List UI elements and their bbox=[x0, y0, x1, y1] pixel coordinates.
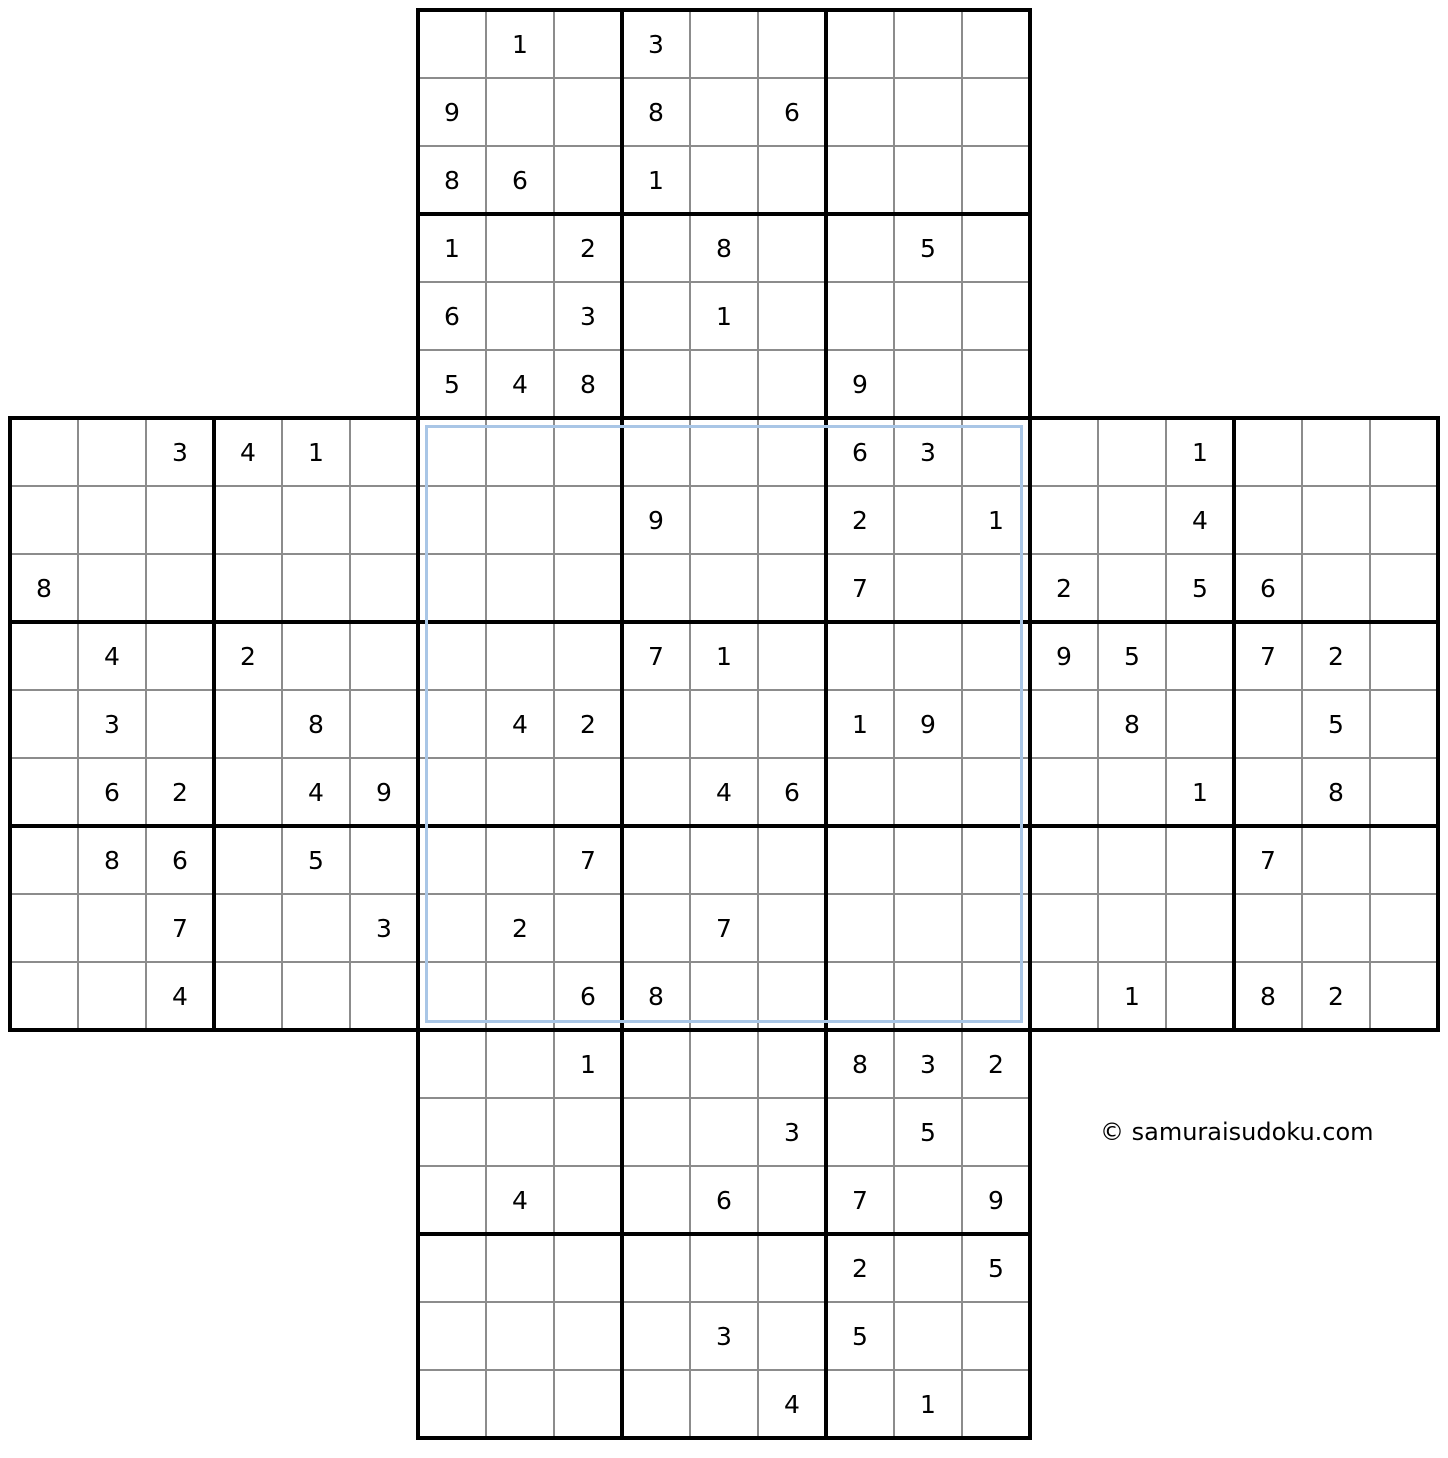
sudoku-cell[interactable] bbox=[10, 962, 78, 1030]
sudoku-cell[interactable] bbox=[10, 418, 78, 486]
sudoku-cell[interactable] bbox=[758, 10, 826, 78]
sudoku-cell[interactable] bbox=[146, 622, 214, 690]
sudoku-cell[interactable]: 1 bbox=[1098, 962, 1166, 1030]
sudoku-cell[interactable]: 5 bbox=[894, 1098, 962, 1166]
sudoku-cell[interactable]: 1 bbox=[962, 486, 1030, 554]
sudoku-cell[interactable] bbox=[350, 418, 418, 486]
sudoku-cell[interactable] bbox=[10, 622, 78, 690]
sudoku-cell[interactable] bbox=[554, 758, 622, 826]
sudoku-cell[interactable] bbox=[758, 894, 826, 962]
sudoku-cell[interactable]: 3 bbox=[350, 894, 418, 962]
sudoku-cell[interactable]: 3 bbox=[146, 418, 214, 486]
sudoku-cell[interactable] bbox=[894, 622, 962, 690]
sudoku-cell[interactable] bbox=[1302, 894, 1370, 962]
sudoku-cell[interactable] bbox=[486, 1098, 554, 1166]
sudoku-cell[interactable] bbox=[826, 282, 894, 350]
sudoku-cell[interactable] bbox=[350, 622, 418, 690]
sudoku-cell[interactable] bbox=[826, 146, 894, 214]
sudoku-cell[interactable] bbox=[554, 486, 622, 554]
sudoku-cell[interactable]: 6 bbox=[146, 826, 214, 894]
sudoku-cell[interactable]: 7 bbox=[146, 894, 214, 962]
sudoku-cell[interactable] bbox=[418, 894, 486, 962]
sudoku-cell[interactable] bbox=[1098, 554, 1166, 622]
sudoku-cell[interactable] bbox=[962, 214, 1030, 282]
sudoku-cell[interactable] bbox=[486, 418, 554, 486]
sudoku-cell[interactable]: 6 bbox=[418, 282, 486, 350]
sudoku-cell[interactable] bbox=[1234, 690, 1302, 758]
sudoku-cell[interactable] bbox=[690, 418, 758, 486]
sudoku-cell[interactable] bbox=[418, 1302, 486, 1370]
sudoku-cell[interactable]: 1 bbox=[1166, 758, 1234, 826]
sudoku-cell[interactable] bbox=[826, 826, 894, 894]
sudoku-cell[interactable] bbox=[146, 690, 214, 758]
sudoku-cell[interactable]: 4 bbox=[486, 350, 554, 418]
sudoku-cell[interactable] bbox=[1166, 826, 1234, 894]
sudoku-cell[interactable] bbox=[486, 1302, 554, 1370]
sudoku-cell[interactable] bbox=[962, 962, 1030, 1030]
sudoku-cell[interactable] bbox=[10, 758, 78, 826]
sudoku-cell[interactable]: 3 bbox=[622, 10, 690, 78]
sudoku-cell[interactable] bbox=[10, 894, 78, 962]
sudoku-cell[interactable] bbox=[826, 1370, 894, 1438]
sudoku-cell[interactable]: 9 bbox=[826, 350, 894, 418]
sudoku-cell[interactable] bbox=[1030, 894, 1098, 962]
sudoku-cell[interactable] bbox=[1302, 486, 1370, 554]
sudoku-cell[interactable] bbox=[486, 1370, 554, 1438]
sudoku-cell[interactable] bbox=[554, 146, 622, 214]
sudoku-cell[interactable] bbox=[486, 554, 554, 622]
sudoku-cell[interactable] bbox=[962, 146, 1030, 214]
sudoku-cell[interactable] bbox=[1370, 690, 1438, 758]
sudoku-cell[interactable]: 5 bbox=[282, 826, 350, 894]
sudoku-cell[interactable]: 9 bbox=[962, 1166, 1030, 1234]
sudoku-cell[interactable] bbox=[1030, 962, 1098, 1030]
sudoku-cell[interactable] bbox=[1370, 758, 1438, 826]
sudoku-cell[interactable] bbox=[554, 1166, 622, 1234]
sudoku-cell[interactable] bbox=[758, 826, 826, 894]
sudoku-cell[interactable] bbox=[826, 10, 894, 78]
sudoku-cell[interactable] bbox=[962, 350, 1030, 418]
sudoku-cell[interactable] bbox=[282, 554, 350, 622]
sudoku-cell[interactable] bbox=[486, 1234, 554, 1302]
sudoku-cell[interactable] bbox=[554, 418, 622, 486]
sudoku-cell[interactable] bbox=[826, 622, 894, 690]
sudoku-cell[interactable] bbox=[758, 418, 826, 486]
sudoku-cell[interactable] bbox=[1098, 826, 1166, 894]
sudoku-cell[interactable] bbox=[418, 1030, 486, 1098]
sudoku-cell[interactable]: 6 bbox=[554, 962, 622, 1030]
sudoku-cell[interactable] bbox=[758, 282, 826, 350]
sudoku-cell[interactable] bbox=[622, 282, 690, 350]
sudoku-cell[interactable]: 7 bbox=[554, 826, 622, 894]
sudoku-cell[interactable] bbox=[894, 894, 962, 962]
sudoku-cell[interactable] bbox=[962, 554, 1030, 622]
sudoku-cell[interactable]: 5 bbox=[1166, 554, 1234, 622]
sudoku-cell[interactable] bbox=[894, 1302, 962, 1370]
sudoku-cell[interactable]: 2 bbox=[486, 894, 554, 962]
sudoku-cell[interactable] bbox=[1234, 418, 1302, 486]
sudoku-cell[interactable] bbox=[554, 1370, 622, 1438]
sudoku-cell[interactable] bbox=[1166, 962, 1234, 1030]
sudoku-cell[interactable]: 3 bbox=[78, 690, 146, 758]
sudoku-cell[interactable] bbox=[486, 486, 554, 554]
sudoku-cell[interactable]: 7 bbox=[1234, 622, 1302, 690]
sudoku-cell[interactable] bbox=[554, 894, 622, 962]
sudoku-cell[interactable] bbox=[690, 554, 758, 622]
sudoku-cell[interactable] bbox=[894, 1234, 962, 1302]
sudoku-cell[interactable] bbox=[962, 282, 1030, 350]
sudoku-cell[interactable] bbox=[418, 10, 486, 78]
sudoku-cell[interactable] bbox=[78, 486, 146, 554]
sudoku-cell[interactable] bbox=[894, 78, 962, 146]
sudoku-cell[interactable] bbox=[962, 894, 1030, 962]
sudoku-cell[interactable] bbox=[758, 622, 826, 690]
sudoku-cell[interactable]: 4 bbox=[758, 1370, 826, 1438]
sudoku-cell[interactable] bbox=[962, 758, 1030, 826]
sudoku-cell[interactable] bbox=[690, 1234, 758, 1302]
sudoku-cell[interactable] bbox=[1370, 418, 1438, 486]
sudoku-cell[interactable] bbox=[758, 554, 826, 622]
sudoku-cell[interactable]: 5 bbox=[418, 350, 486, 418]
sudoku-cell[interactable] bbox=[622, 1166, 690, 1234]
sudoku-cell[interactable] bbox=[486, 282, 554, 350]
sudoku-cell[interactable]: 6 bbox=[690, 1166, 758, 1234]
sudoku-cell[interactable] bbox=[962, 690, 1030, 758]
sudoku-cell[interactable] bbox=[486, 1030, 554, 1098]
sudoku-cell[interactable] bbox=[894, 554, 962, 622]
sudoku-cell[interactable]: 8 bbox=[622, 78, 690, 146]
sudoku-cell[interactable] bbox=[10, 486, 78, 554]
sudoku-cell[interactable] bbox=[690, 690, 758, 758]
sudoku-cell[interactable] bbox=[554, 1234, 622, 1302]
sudoku-cell[interactable] bbox=[486, 758, 554, 826]
sudoku-cell[interactable] bbox=[622, 418, 690, 486]
sudoku-cell[interactable] bbox=[690, 1370, 758, 1438]
sudoku-cell[interactable] bbox=[282, 962, 350, 1030]
sudoku-cell[interactable] bbox=[10, 826, 78, 894]
sudoku-cell[interactable] bbox=[1370, 622, 1438, 690]
sudoku-cell[interactable] bbox=[826, 1098, 894, 1166]
sudoku-cell[interactable] bbox=[690, 826, 758, 894]
sudoku-cell[interactable] bbox=[622, 690, 690, 758]
sudoku-cell[interactable] bbox=[282, 894, 350, 962]
sudoku-cell[interactable] bbox=[962, 1098, 1030, 1166]
sudoku-cell[interactable]: 9 bbox=[894, 690, 962, 758]
sudoku-cell[interactable] bbox=[418, 962, 486, 1030]
sudoku-cell[interactable] bbox=[894, 826, 962, 894]
sudoku-cell[interactable] bbox=[214, 962, 282, 1030]
sudoku-cell[interactable] bbox=[1302, 418, 1370, 486]
sudoku-cell[interactable] bbox=[418, 826, 486, 894]
sudoku-cell[interactable] bbox=[214, 894, 282, 962]
sudoku-cell[interactable] bbox=[214, 826, 282, 894]
sudoku-cell[interactable] bbox=[282, 486, 350, 554]
sudoku-cell[interactable]: 5 bbox=[826, 1302, 894, 1370]
sudoku-cell[interactable] bbox=[486, 622, 554, 690]
sudoku-cell[interactable] bbox=[1370, 894, 1438, 962]
sudoku-cell[interactable] bbox=[418, 1234, 486, 1302]
sudoku-cell[interactable]: 4 bbox=[486, 1166, 554, 1234]
sudoku-cell[interactable] bbox=[826, 214, 894, 282]
sudoku-cell[interactable] bbox=[962, 1370, 1030, 1438]
sudoku-cell[interactable] bbox=[622, 894, 690, 962]
sudoku-cell[interactable] bbox=[962, 10, 1030, 78]
sudoku-cell[interactable] bbox=[894, 1166, 962, 1234]
copyright-text: © samuraisudoku.com bbox=[1100, 1118, 1374, 1146]
sudoku-cell[interactable] bbox=[690, 350, 758, 418]
sudoku-cell[interactable] bbox=[78, 962, 146, 1030]
sudoku-cell[interactable] bbox=[214, 690, 282, 758]
sudoku-cell[interactable] bbox=[418, 1166, 486, 1234]
sudoku-cell[interactable] bbox=[894, 758, 962, 826]
sudoku-cell[interactable] bbox=[622, 1098, 690, 1166]
sudoku-cell[interactable]: 3 bbox=[690, 1302, 758, 1370]
sudoku-cell[interactable] bbox=[894, 486, 962, 554]
sudoku-cell[interactable]: 3 bbox=[758, 1098, 826, 1166]
sudoku-cell[interactable] bbox=[554, 554, 622, 622]
sudoku-cell[interactable] bbox=[758, 350, 826, 418]
sudoku-cell[interactable] bbox=[622, 214, 690, 282]
sudoku-cell[interactable] bbox=[690, 10, 758, 78]
sudoku-cell[interactable] bbox=[418, 622, 486, 690]
sudoku-cell[interactable]: 5 bbox=[962, 1234, 1030, 1302]
sudoku-cell[interactable] bbox=[214, 486, 282, 554]
sudoku-cell[interactable]: 2 bbox=[962, 1030, 1030, 1098]
sudoku-cell[interactable]: 2 bbox=[214, 622, 282, 690]
sudoku-cell[interactable] bbox=[418, 486, 486, 554]
sudoku-cell[interactable]: 1 bbox=[826, 690, 894, 758]
sudoku-cell[interactable] bbox=[554, 10, 622, 78]
sudoku-cell[interactable] bbox=[418, 758, 486, 826]
sudoku-cell[interactable] bbox=[350, 690, 418, 758]
sudoku-cell[interactable]: 4 bbox=[78, 622, 146, 690]
sudoku-cell[interactable] bbox=[758, 1166, 826, 1234]
sudoku-cell[interactable] bbox=[622, 1234, 690, 1302]
sudoku-cell[interactable] bbox=[78, 554, 146, 622]
sudoku-cell[interactable] bbox=[1030, 418, 1098, 486]
sudoku-cell[interactable] bbox=[418, 1370, 486, 1438]
sudoku-cell[interactable] bbox=[10, 690, 78, 758]
sudoku-cell[interactable] bbox=[894, 146, 962, 214]
sudoku-cell[interactable] bbox=[826, 758, 894, 826]
sudoku-cell[interactable]: 8 bbox=[78, 826, 146, 894]
sudoku-cell[interactable]: 3 bbox=[554, 282, 622, 350]
sudoku-cell[interactable]: 2 bbox=[1030, 554, 1098, 622]
sudoku-cell[interactable] bbox=[894, 10, 962, 78]
sudoku-cell[interactable] bbox=[690, 1030, 758, 1098]
sudoku-cell[interactable] bbox=[350, 554, 418, 622]
sudoku-cell[interactable]: 9 bbox=[418, 78, 486, 146]
sudoku-cell[interactable]: 4 bbox=[690, 758, 758, 826]
sudoku-cell[interactable]: 3 bbox=[894, 1030, 962, 1098]
sudoku-cell[interactable] bbox=[1234, 486, 1302, 554]
sudoku-cell[interactable] bbox=[758, 486, 826, 554]
sudoku-cell[interactable]: 2 bbox=[554, 690, 622, 758]
sudoku-cell[interactable]: 8 bbox=[690, 214, 758, 282]
sudoku-cell[interactable]: 7 bbox=[690, 894, 758, 962]
sudoku-cell[interactable]: 2 bbox=[554, 214, 622, 282]
sudoku-cell[interactable]: 8 bbox=[10, 554, 78, 622]
sudoku-cell[interactable] bbox=[758, 690, 826, 758]
sudoku-cell[interactable] bbox=[554, 1302, 622, 1370]
sudoku-cell[interactable]: 1 bbox=[1166, 418, 1234, 486]
sudoku-cell[interactable] bbox=[1098, 758, 1166, 826]
sudoku-cell[interactable] bbox=[826, 962, 894, 1030]
sudoku-cell[interactable]: 4 bbox=[486, 690, 554, 758]
sudoku-cell[interactable]: 8 bbox=[1302, 758, 1370, 826]
sudoku-cell[interactable] bbox=[1098, 486, 1166, 554]
sudoku-cell[interactable] bbox=[894, 962, 962, 1030]
sudoku-cell[interactable] bbox=[1302, 826, 1370, 894]
sudoku-cell[interactable]: 4 bbox=[1166, 486, 1234, 554]
sudoku-cell[interactable] bbox=[418, 690, 486, 758]
sudoku-cell[interactable]: 8 bbox=[1098, 690, 1166, 758]
sudoku-cell[interactable] bbox=[486, 214, 554, 282]
sudoku-cell[interactable] bbox=[1098, 894, 1166, 962]
sudoku-cell[interactable] bbox=[758, 1302, 826, 1370]
sudoku-cell[interactable]: 2 bbox=[1302, 622, 1370, 690]
sudoku-cell[interactable] bbox=[486, 78, 554, 146]
sudoku-cell[interactable]: 1 bbox=[690, 622, 758, 690]
sudoku-cell[interactable]: 2 bbox=[146, 758, 214, 826]
sudoku-cell[interactable] bbox=[894, 350, 962, 418]
sudoku-cell[interactable] bbox=[350, 486, 418, 554]
sudoku-cell[interactable]: 4 bbox=[214, 418, 282, 486]
sudoku-cell[interactable] bbox=[1302, 554, 1370, 622]
sudoku-cell[interactable] bbox=[826, 78, 894, 146]
sudoku-cell[interactable] bbox=[282, 622, 350, 690]
sudoku-cell[interactable] bbox=[894, 282, 962, 350]
sudoku-cell[interactable]: 8 bbox=[826, 1030, 894, 1098]
sudoku-cell[interactable]: 5 bbox=[1098, 622, 1166, 690]
sudoku-cell[interactable] bbox=[486, 962, 554, 1030]
sudoku-cell[interactable]: 7 bbox=[622, 622, 690, 690]
sudoku-cell[interactable]: 1 bbox=[894, 1370, 962, 1438]
sudoku-cell[interactable] bbox=[1234, 758, 1302, 826]
sudoku-cell[interactable] bbox=[1370, 826, 1438, 894]
sudoku-cell[interactable] bbox=[622, 1302, 690, 1370]
sudoku-cell[interactable] bbox=[690, 1098, 758, 1166]
sudoku-cell[interactable]: 2 bbox=[826, 486, 894, 554]
sudoku-cell[interactable]: 6 bbox=[78, 758, 146, 826]
sudoku-cell[interactable] bbox=[418, 554, 486, 622]
sudoku-cell[interactable]: 8 bbox=[282, 690, 350, 758]
sudoku-cell[interactable] bbox=[622, 554, 690, 622]
sudoku-cell[interactable] bbox=[690, 962, 758, 1030]
sudoku-cell[interactable] bbox=[350, 962, 418, 1030]
sudoku-cell[interactable] bbox=[622, 1370, 690, 1438]
sudoku-cell[interactable] bbox=[1370, 962, 1438, 1030]
sudoku-cell[interactable]: 8 bbox=[622, 962, 690, 1030]
sudoku-cell[interactable]: 4 bbox=[282, 758, 350, 826]
sudoku-cell[interactable] bbox=[1166, 894, 1234, 962]
sudoku-cell[interactable]: 6 bbox=[1234, 554, 1302, 622]
sudoku-cell[interactable] bbox=[554, 622, 622, 690]
sudoku-cell[interactable] bbox=[1370, 554, 1438, 622]
sudoku-cell[interactable] bbox=[758, 1030, 826, 1098]
sudoku-cell[interactable] bbox=[78, 894, 146, 962]
sudoku-cell[interactable] bbox=[78, 418, 146, 486]
sudoku-cell[interactable] bbox=[962, 418, 1030, 486]
sudoku-cell[interactable]: 8 bbox=[1234, 962, 1302, 1030]
sudoku-cell[interactable] bbox=[1030, 758, 1098, 826]
sudoku-cell[interactable]: 8 bbox=[554, 350, 622, 418]
sudoku-cell[interactable]: 7 bbox=[1234, 826, 1302, 894]
sudoku-cell[interactable]: 7 bbox=[826, 554, 894, 622]
sudoku-cell[interactable] bbox=[1030, 690, 1098, 758]
sudoku-cell[interactable]: 1 bbox=[418, 214, 486, 282]
sudoku-cell[interactable] bbox=[1234, 894, 1302, 962]
sudoku-cell[interactable] bbox=[418, 418, 486, 486]
sudoku-cell[interactable]: 6 bbox=[486, 146, 554, 214]
sudoku-cell[interactable] bbox=[418, 1098, 486, 1166]
sudoku-cell[interactable]: 8 bbox=[418, 146, 486, 214]
sudoku-cell[interactable] bbox=[690, 146, 758, 214]
sudoku-cell[interactable]: 9 bbox=[1030, 622, 1098, 690]
sudoku-cell[interactable] bbox=[622, 1030, 690, 1098]
sudoku-cell[interactable] bbox=[622, 350, 690, 418]
sudoku-cell[interactable]: 6 bbox=[758, 758, 826, 826]
sudoku-cell[interactable]: 6 bbox=[826, 418, 894, 486]
sudoku-cell[interactable] bbox=[486, 826, 554, 894]
sudoku-cell[interactable] bbox=[758, 214, 826, 282]
sudoku-cell[interactable]: 7 bbox=[826, 1166, 894, 1234]
sudoku-cell[interactable]: 9 bbox=[622, 486, 690, 554]
sudoku-cell[interactable] bbox=[690, 486, 758, 554]
sudoku-cell[interactable]: 1 bbox=[690, 282, 758, 350]
sudoku-cell[interactable]: 4 bbox=[146, 962, 214, 1030]
sudoku-cell[interactable] bbox=[758, 1234, 826, 1302]
sudoku-cell[interactable] bbox=[758, 146, 826, 214]
sudoku-cell[interactable] bbox=[962, 826, 1030, 894]
sudoku-cell[interactable]: 1 bbox=[622, 146, 690, 214]
sudoku-cell[interactable] bbox=[962, 78, 1030, 146]
sudoku-cell[interactable] bbox=[146, 486, 214, 554]
sudoku-cell[interactable] bbox=[1030, 826, 1098, 894]
sudoku-cell[interactable]: 2 bbox=[1302, 962, 1370, 1030]
sudoku-cell[interactable]: 5 bbox=[894, 214, 962, 282]
sudoku-cell[interactable]: 1 bbox=[282, 418, 350, 486]
sudoku-cell[interactable] bbox=[1370, 486, 1438, 554]
sudoku-cell[interactable] bbox=[962, 622, 1030, 690]
sudoku-cell[interactable] bbox=[554, 1098, 622, 1166]
sudoku-cell[interactable] bbox=[962, 1302, 1030, 1370]
sudoku-cell[interactable] bbox=[146, 554, 214, 622]
sudoku-cell[interactable] bbox=[214, 554, 282, 622]
sudoku-cell[interactable]: 6 bbox=[758, 78, 826, 146]
sudoku-cell[interactable] bbox=[758, 962, 826, 1030]
sudoku-cell[interactable] bbox=[1030, 486, 1098, 554]
sudoku-cell[interactable]: 5 bbox=[1302, 690, 1370, 758]
sudoku-cell[interactable] bbox=[350, 826, 418, 894]
sudoku-cell[interactable] bbox=[1166, 690, 1234, 758]
sudoku-cell[interactable] bbox=[622, 826, 690, 894]
sudoku-cell[interactable] bbox=[622, 758, 690, 826]
sudoku-cell[interactable]: 2 bbox=[826, 1234, 894, 1302]
sudoku-cell[interactable]: 1 bbox=[554, 1030, 622, 1098]
sudoku-cell[interactable]: 3 bbox=[894, 418, 962, 486]
sudoku-cell[interactable] bbox=[826, 894, 894, 962]
sudoku-cell[interactable] bbox=[1098, 418, 1166, 486]
sudoku-cell[interactable] bbox=[214, 758, 282, 826]
sudoku-cell[interactable] bbox=[554, 78, 622, 146]
sudoku-cell[interactable] bbox=[690, 78, 758, 146]
sudoku-cell[interactable]: 9 bbox=[350, 758, 418, 826]
sudoku-cell[interactable] bbox=[1166, 622, 1234, 690]
sudoku-cell[interactable]: 1 bbox=[486, 10, 554, 78]
